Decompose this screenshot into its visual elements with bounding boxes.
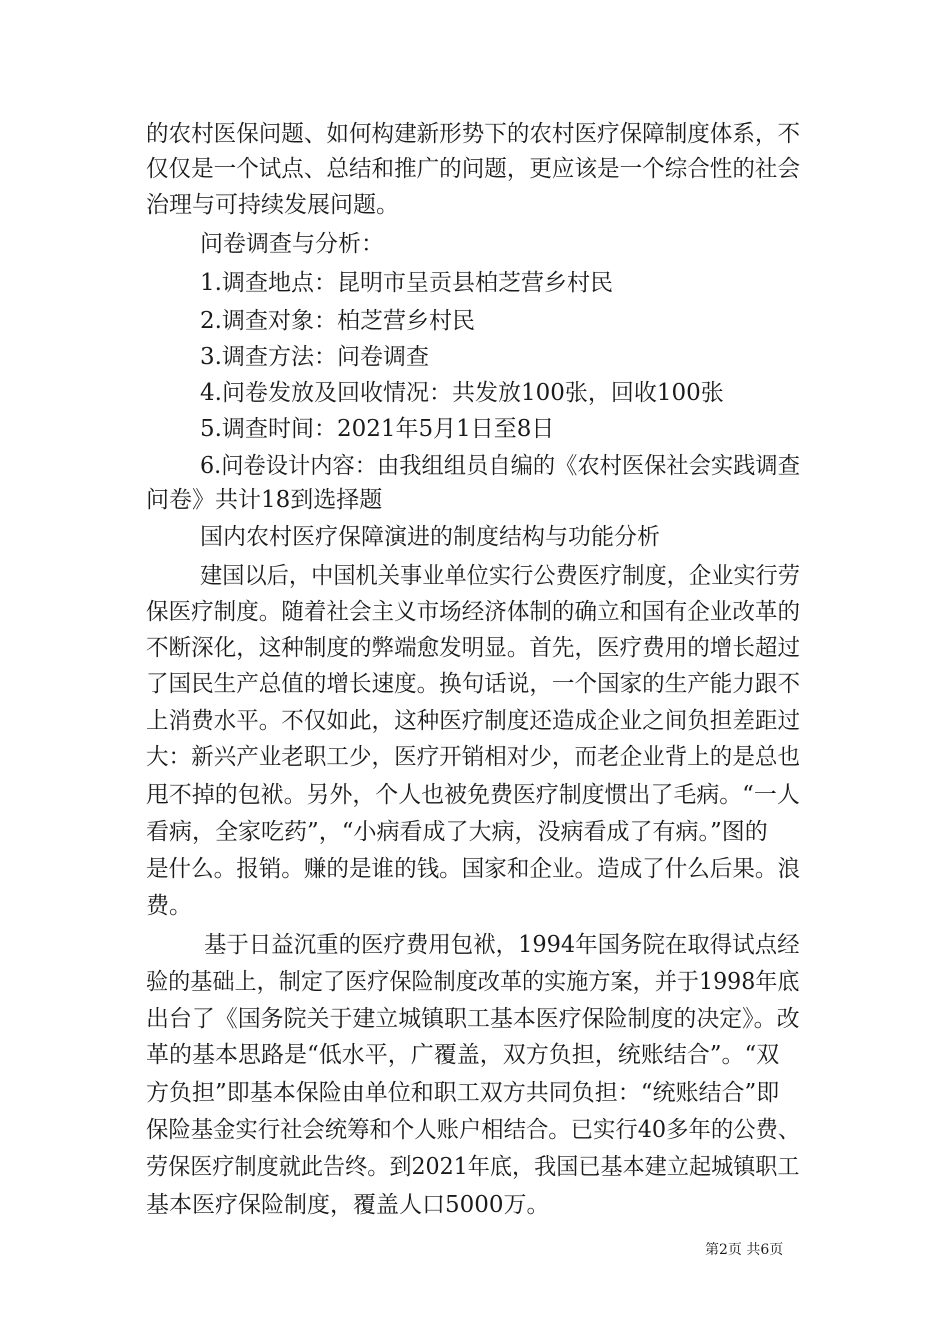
text-line: 不断深化，这种制度的弊端愈发明显。首先，医疗费用的增长超过	[146, 635, 800, 661]
list-item: 5.调查时间：2021年5月1日至8日	[200, 416, 555, 442]
section-heading: 国内农村医疗保障演进的制度结构与功能分析	[200, 524, 660, 550]
list-item: 1.调查地点：昆明市呈贡县柏芝营乡村民	[200, 270, 613, 296]
text-line: 是什么。报销。赚的是谁的钱。国家和企业。造成了什么后果。浪	[146, 856, 800, 882]
text-line: 大：新兴产业老职工少，医疗开销相对少，而老企业背上的是总也	[146, 744, 800, 770]
text-line: 治理与可持续发展问题。	[146, 192, 399, 218]
text-line: 保医疗制度。随着社会主义市场经济体制的确立和国有企业改革的	[146, 599, 800, 625]
text-line: 劳保医疗制度就此告终。到2021年底，我国已基本建立起城镇职工	[146, 1154, 800, 1180]
text-line: 问卷》共计18到选择题	[146, 487, 383, 513]
text-line: 了国民生产总值的增长速度。换句话说，一个国家的生产能力跟不	[146, 671, 800, 697]
text-line: 革的基本思路是“低水平，广覆盖，双方负担，统账结合”。“双	[146, 1042, 780, 1068]
text-line: 仅仅是一个试点、总结和推广的问题，更应该是一个综合性的社会	[146, 156, 800, 182]
text-line: 保险基金实行社会统筹和个人账户相结合。已实行40多年的公费、	[146, 1117, 801, 1143]
text-line: 的农村医保问题、如何构建新形势下的农村医疗保障制度体系，不	[146, 121, 800, 147]
text-line: 费。	[146, 893, 192, 919]
page-number: 第2页 共6页	[705, 1242, 784, 1258]
list-item: 4.问卷发放及回收情况：共发放100张，回收100张	[200, 380, 724, 406]
list-item: 3.调查方法：问卷调查	[200, 344, 429, 370]
text-line: 方负担”即基本保险由单位和职工双方共同负担：“统账结合”即	[146, 1080, 780, 1106]
list-item: 6.问卷设计内容：由我组组员自编的《农村医保社会实践调查	[200, 453, 800, 479]
text-line: 看病，全家吃药”，“小病看成了大病，没病看成了有病。”图的	[146, 819, 768, 845]
list-item: 2.调查对象：柏芝营乡村民	[200, 308, 475, 334]
text-line: 上消费水平。不仅如此，这种医疗制度还造成企业之间负担差距过	[146, 708, 800, 734]
section-label: 问卷调查与分析：	[200, 231, 384, 257]
text-line: 验的基础上，制定了医疗保险制度改革的实施方案，并于1998年底	[146, 969, 800, 995]
text-line: 基本医疗保险制度，覆盖人口5000万。	[146, 1192, 550, 1218]
text-line: 基于日益沉重的医疗费用包袱，1994年国务院在取得试点经	[204, 932, 800, 958]
text-line: 建国以后，中国机关事业单位实行公费医疗制度，企业实行劳	[200, 563, 800, 589]
text-line: 出台了《国务院关于建立城镇职工基本医疗保险制度的决定》。改	[146, 1006, 800, 1032]
text-line: 甩不掉的包袱。另外，个人也被免费医疗制度惯出了毛病。“一人	[146, 782, 800, 808]
